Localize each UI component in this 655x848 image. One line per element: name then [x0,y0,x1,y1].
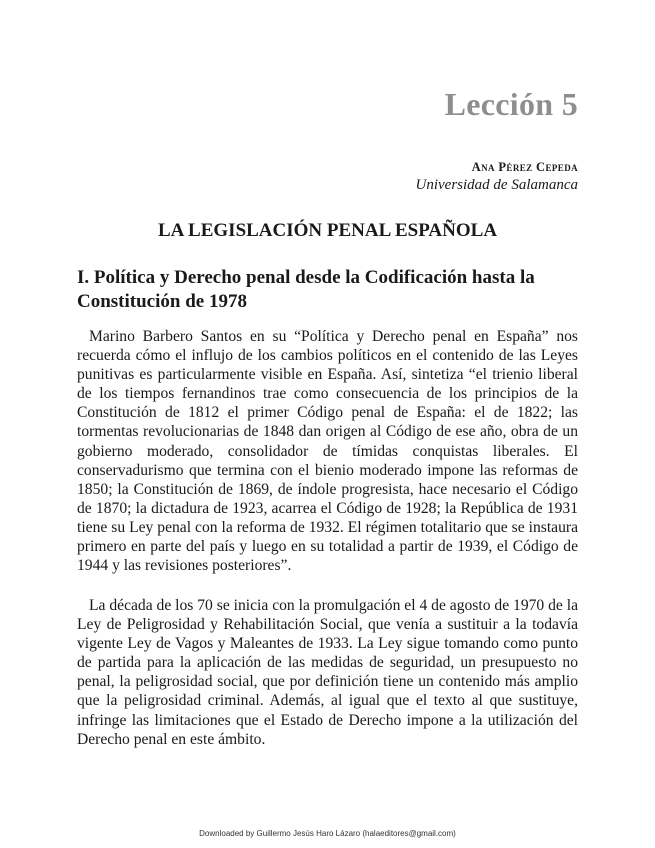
body-paragraph: Marino Barbero Santos en su “Política y Derecho penal en España” nos recuerda cómo el influjo de los cambios políticos en el contenido de las Leyes punitivas es particularmente visible en España. Así, sintetiza “el trienio liberal de los tiempos fernandinos trae como consecuencia de los principios de la Constitución de 1812 el primer Código penal de España: el de 1822; las tormentas revolucionarias de 1848 dan origen al Código de ese año, obra de un gobierno moderado, consolidador de tímidas conquistas liberales. El conservadurismo que termina con el bienio moderado impone las reformas de 1850; la Constitución de 1869, de índole progresista, hace necesario el Código de 1870; la dictadura de 1923, acarrea el Código de 1928; la República de 1931 tiene su Ley penal con la reforma de 1932. El régimen totalitario que se instaura primero en parte del país y luego en su totalidad a partir de 1939, el Código de 1944 y las revisiones posteriores”. [77,328,578,575]
section-heading: I. Política y Derecho penal desde la Codificación hasta la Constitución de 1978 [77,267,535,312]
author-affiliation: Universidad de Salamanca [415,177,578,193]
lesson-number: Lección 5 [444,86,578,122]
body-paragraph: La década de los 70 se inicia con la promulgación el 4 de agosto de 1970 de la Ley de Peligrosidad y Rehabilitación Social, que venía a sustituir a la todavía vigente Ley de Vagos y Maleantes de 1933. La Ley sigue tomando como punto de partida para la aplicación de las medidas de seguridad, un presupuesto no penal, la peligrosidad social, que por definición tiene un contenido más amplio que la peligrosidad criminal. Además, al igual que el texto al que sustituye, infringe las limitaciones que el Estado de Derecho impone a la utilización del Derecho penal en este ámbito. [77,597,578,748]
chapter-title: LA LEGISLACIÓN PENAL ESPAÑOLA [157,220,498,241]
author-name: Ana Pérez Cepeda [471,160,578,174]
download-footer: Downloaded by Guillermo Jesús Haro Lázaro (halaeditores@gmail.com) [199,829,456,838]
